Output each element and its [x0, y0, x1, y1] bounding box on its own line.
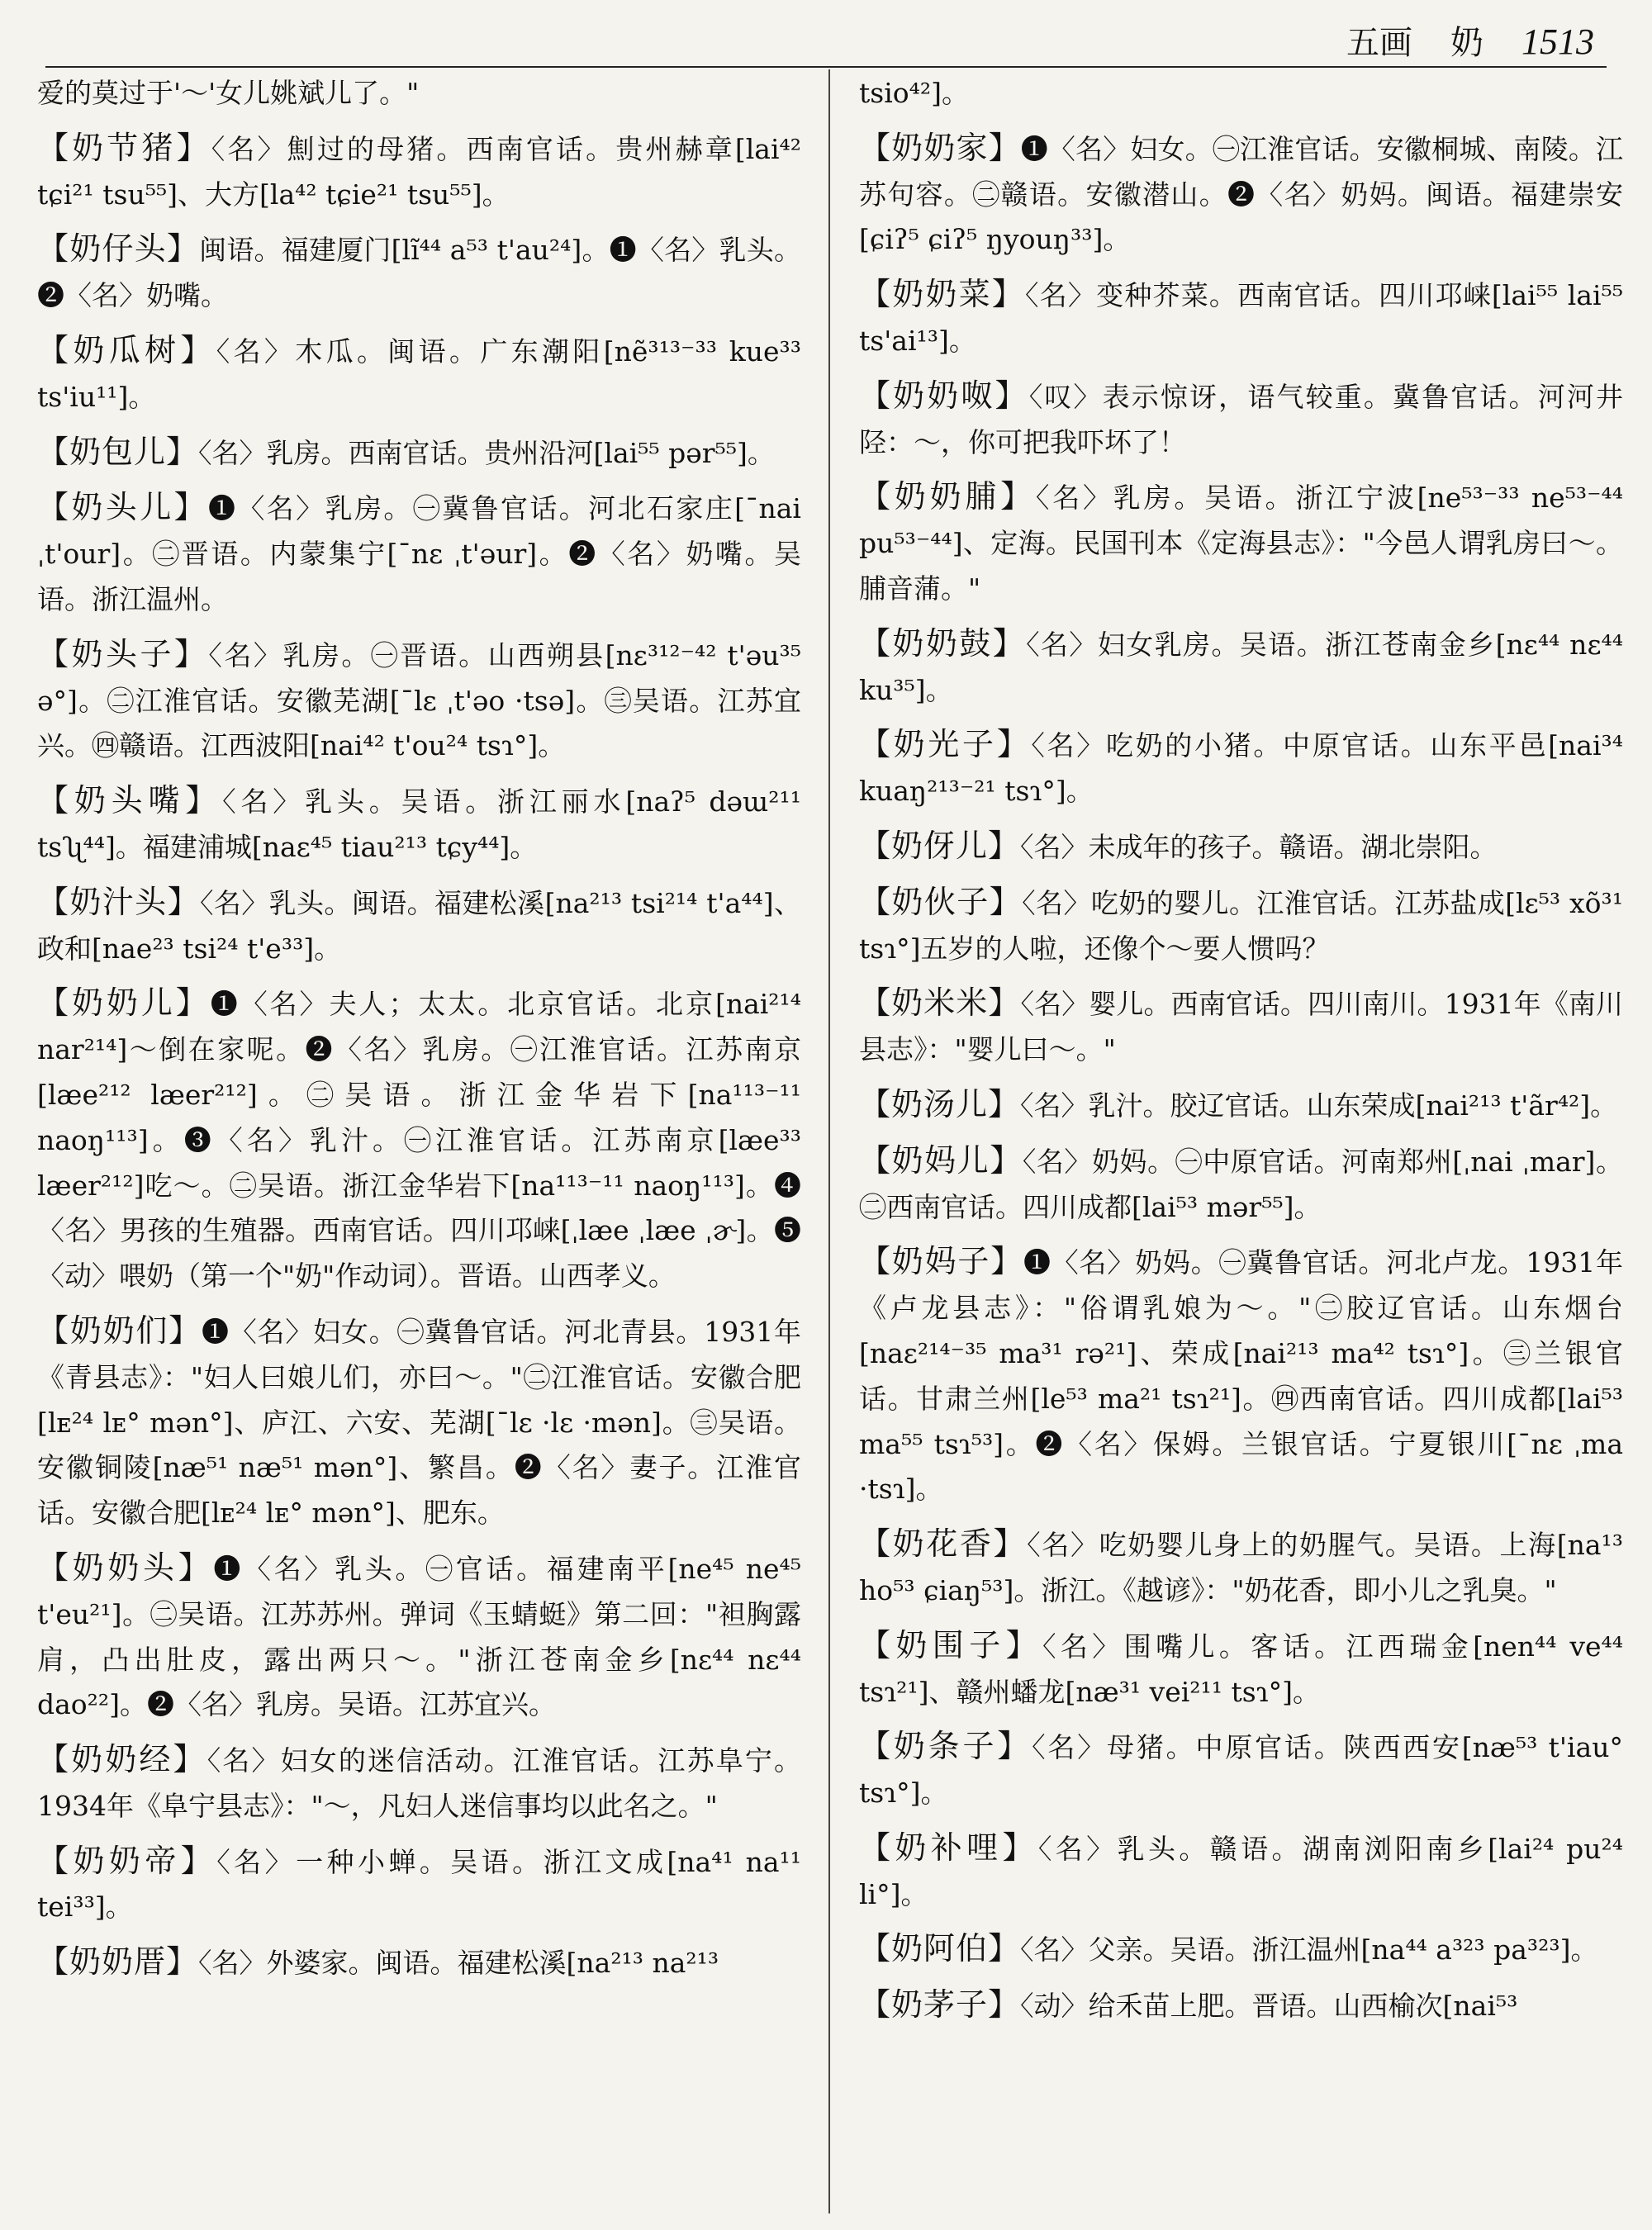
entry-headword: 【奶围子】 [859, 1626, 1042, 1663]
dictionary-entry [859, 1521, 1632, 1614]
dictionary-entry [859, 71, 1623, 116]
entry-headword: 【奶奶菜】 [859, 276, 1026, 313]
entry-definition: 〈名〉乳头。吴语。浙江丽水[naʔ⁵ dəɯ²¹¹ tsʯ⁴⁴]。福建浦城[naɛ⁴⁵ tiau²¹³ tɕy⁴⁴]。 [37, 785, 810, 863]
dictionary-entry [37, 71, 801, 116]
entry-definition: 〈名〉婴儿。西南官话。四川南川。1931年《南川县志》："婴儿曰～。" [859, 988, 1623, 1066]
entry-definition: 〈名〉未成年的孩子。赣语。湖北崇阳。 [1020, 830, 1498, 863]
entry-headword: 【奶阿伯】 [859, 1930, 1021, 1967]
entry-definition: ❶〈名〉妇女。㊀冀鲁官话。河北青县。1931年《青县志》："妇人曰娘儿们，亦曰～。"㊁江淮官话。安徽合肥[lᴇ²⁴ lᴇ° mən°]、庐江、六安、芜湖[ˉlɛ ·lɛ ·mən]。㊂吴语。安徽铜陵[næ⁵¹ næ⁵¹ mən°]、繁昌。❷〈名〉妻子。江淮官话。安徽合肥[lᴇ²⁴ lᴇ° mən°]、肥东。 [37, 1315, 801, 1530]
dictionary-entry [859, 373, 1623, 466]
entry-definition: 〈名〉乳头。闽语。福建松溪[na²¹³ tsi²¹⁴ t'a⁴⁴]、政和[nae²³ tsi²⁴ t'e³³]。 [37, 886, 801, 965]
entry-headword: 【奶茅子】 [859, 1986, 1021, 2024]
dictionary-entry [37, 880, 801, 972]
entry-headword: 【奶奶家】 [859, 129, 1021, 166]
entry-definition: 〈名〉妇女的迷信活动。江淮官话。江苏阜宁。1934年《阜宁县志》："～，凡妇人迷信事均以此名之。" [37, 1744, 801, 1822]
dictionary-entry [37, 485, 810, 622]
dictionary-entry [859, 1623, 1632, 1715]
entry-definition: ❶〈名〉乳房。㊀冀鲁官话。河北石家庄[ˉnai ˌt'our]。㊁晋语。内蒙集宁[ˉnɛ ˌt'əur]。❷〈名〉奶嘴。吴语。浙江温州。 [37, 492, 810, 615]
entry-definition: 〈名〉乳房。西南官话。贵州沿河[lai⁵⁵ pər⁵⁵]。 [198, 436, 775, 469]
entry-definition: 〈名〉父亲。吴语。浙江温州[na⁴⁴ a³²³ pa³²³]。 [1020, 1933, 1598, 1967]
entry-definition: ❶〈名〉乳头。㊀官话。福建南平[ne⁴⁵ ne⁴⁵ t'eu²¹]。㊁吴语。江苏苏州。弹词《玉蜻蜓》第二回："袒胸露肩，凸出肚皮，露出两只～。"浙江苍南金乡[nɛ⁴⁴ nɛ⁴⁴ dao²²]。❷〈名〉乳房。吴语。江苏宜兴。 [37, 1552, 810, 1721]
dictionary-entry [859, 823, 1623, 871]
dictionary-entry [37, 1308, 801, 1536]
entry-headword: 【奶节猪】 [37, 129, 211, 166]
dictionary-entry [859, 474, 1632, 611]
entry-headword: 【奶奶头】 [37, 1549, 214, 1586]
section-label: 五画 [1346, 24, 1412, 62]
dictionary-entry [37, 778, 810, 871]
entry-headword: 【奶仔头】 [37, 230, 200, 268]
entry-definition: 爱的莫过于'～'女儿姚斌儿了。" [37, 77, 420, 109]
dictionary-entry [37, 429, 801, 477]
entry-headword: 【奶妈子】 [859, 1243, 1023, 1280]
dictionary-entry [859, 1926, 1623, 1973]
page-header [1346, 17, 1594, 64]
dictionary-entry [859, 1239, 1632, 1512]
dictionary-entry [859, 272, 1632, 364]
dictionary-entry [37, 632, 810, 769]
entry-definition: 〈名〉木瓜。闽语。广东潮阳[nẽ³¹³⁻³³ kue³³ ts'iu¹¹]。 [37, 334, 810, 413]
entry-definition: ❶〈名〉夫人；太太。北京官话。北京[nai²¹⁴ nar²¹⁴]～倒在家呢。❷〈名〉乳房。㊀江淮官话。江苏南京[læe²¹² læer²¹²]。㊁吴语。浙江金华岩下[na¹¹³⁻¹¹ naoŋ¹¹³]。❸〈名〉乳汁。㊀江淮官话。江苏南京[læe³³ læer²¹²]吃～。㊁吴语。浙江金华岩下[na¹¹³⁻¹¹ naoŋ¹¹³]。❹〈名〉男孩的生殖器。西南官话。四川邛崃[ˌlæe ˌlæe ˌɚ]。❺〈动〉喂奶（第一个"奶"作动词）。晋语。山西孝义。 [37, 988, 810, 1293]
entry-definition: ❶〈名〉妇女。㊀江淮官话。安徽桐城、南陵。江苏句容。㊁赣语。安徽潜山。❷〈名〉奶妈。闽语。福建崇安[ɕiʔ⁵ ɕiʔ⁵ ŋyouŋ³³]。 [859, 132, 1623, 256]
entry-definition: ❶〈名〉奶妈。㊀冀鲁官话。河北卢龙。1931年《卢龙县志》："俗谓乳娘为～。"㊁胶辽官话。山东烟台[naɛ²¹⁴⁻³⁵ ma³¹ rə²¹]、荣成[nai²¹³ ma⁴² tsɿ°]。㊂兰银官话。甘肃兰州[le⁵³ ma²¹ tsɿ²¹]。㊃西南官话。四川成都[lai⁵³ ma⁵⁵ tsɿ⁵³]。❷〈名〉保姆。兰银官话。宁夏银川[ˉnɛ ˌma ·tsɿ]。 [859, 1246, 1632, 1506]
dictionary-entry [859, 722, 1632, 814]
entry-definition: 〈名〉变种芥菜。西南官话。四川邛崃[lai⁵⁵ lai⁵⁵ ts'ai¹³]。 [859, 279, 1632, 357]
entry-definition: 〈名〉奶妈。㊀中原官话。河南郑州[ˌnai ˌmar]。㊁西南官话。四川成都[lai⁵³ mər⁵⁵]。 [859, 1145, 1623, 1223]
entry-definition: tsio⁴²]。 [859, 77, 969, 109]
entry-definition: 〈名〉乳房。㊀晋语。山西朔县[nɛ³¹²⁻⁴² t'əu³⁵ ə°]。㊁江淮官话。安徽芜湖[ˉlɛ ˌt'əo ·tsə]。㊂吴语。江苏宜兴。㊃赣语。江西波阳[nai⁴² t'ou²⁴ tsɿ°]。 [37, 638, 810, 762]
dictionary-entry [37, 1939, 801, 1986]
header-rule [45, 66, 1607, 68]
entry-definition: 〈名〉乳头。赣语。湖南浏阳南乡[lai²⁴ pu²⁴ li°]。 [859, 1832, 1632, 1910]
dictionary-entry [859, 1982, 1623, 2029]
entry-definition: 〈名〉乳汁。胶辽官话。山东荣成[nai²¹³ t'ãr⁴²]。 [1020, 1089, 1618, 1122]
right-column [859, 71, 1632, 2038]
entry-headword: 【奶奶经】 [37, 1741, 207, 1778]
dictionary-entry [859, 621, 1632, 714]
entry-headword: 【奶包儿】 [37, 433, 199, 470]
entry-headword: 【奶补哩】 [859, 1829, 1038, 1866]
entry-headword: 【奶奶帝】 [37, 1842, 217, 1879]
entry-definition: 闽语。福建厦门[lĩ⁴⁴ a⁵³ t'au²⁴]。❶〈名〉乳头。❷〈名〉奶嘴。 [37, 234, 801, 312]
entry-headword: 【奶伢儿】 [859, 827, 1021, 864]
entry-definition: 〈名〉妇女乳房。吴语。浙江苍南金乡[nɛ⁴⁴ nɛ⁴⁴ ku³⁵]。 [859, 628, 1632, 706]
entry-headword: 【奶奶脯】 [859, 478, 1036, 515]
entry-headword: 【奶奶呶】 [859, 377, 1029, 414]
entry-headword: 【奶奶们】 [37, 1312, 202, 1349]
dictionary-entry [859, 1724, 1632, 1816]
entry-headword: 【奶花香】 [859, 1525, 1028, 1563]
entry-definition: 〈叹〉表示惊讶，语气较重。冀鲁官话。河河井陉：～，你可把我吓坏了！ [859, 380, 1623, 458]
left-column [37, 71, 810, 1995]
column-divider [828, 69, 830, 2213]
dictionary-entry [859, 126, 1623, 263]
entry-headword: 【奶光子】 [859, 726, 1032, 763]
dictionary-entry [859, 1082, 1623, 1129]
dictionary-entry [859, 1825, 1632, 1918]
page-number: 1513 [1521, 21, 1594, 62]
entry-headword: 【奶条子】 [859, 1728, 1032, 1765]
entry-definition: 〈名〉围嘴儿。客话。江西瑞金[nen⁴⁴ ve⁴⁴ tsɿ²¹]、赣州蟠龙[næ³¹ vei²¹¹ tsɿ°]。 [859, 1630, 1632, 1708]
dictionary-entry [37, 1839, 810, 1931]
dictionary-entry [37, 1737, 801, 1829]
entry-headword: 【奶瓜树】 [37, 331, 216, 368]
entry-headword: 【奶伙子】 [859, 883, 1023, 920]
entry-headword: 【奶头子】 [37, 635, 209, 672]
entry-definition: 〈名〉母猪。中原官话。陕西西安[næ⁵³ t'iau° tsɿ°]。 [859, 1731, 1632, 1810]
entry-headword: 【奶头嘴】 [37, 782, 223, 819]
dictionary-entry [37, 328, 810, 420]
entry-headword: 【奶妈儿】 [859, 1141, 1023, 1179]
dictionary-entry [859, 880, 1632, 972]
entry-headword: 【奶米米】 [859, 985, 1021, 1022]
entry-definition: 〈动〉给禾苗上肥。晋语。山西榆次[nai⁵³ [1020, 1990, 1518, 2023]
dictionary-entry [37, 980, 810, 1299]
entry-headword: 【奶汁头】 [37, 883, 200, 920]
dictionary-entry [37, 126, 810, 218]
entry-definition: 〈名〉外婆家。闽语。福建松溪[na²¹³ na²¹³ [198, 1947, 719, 1980]
entry-definition: 〈名〉劁过的母猪。西南官话。贵州赫章[lai⁴² tɕi²¹ tsu⁵⁵]、大方[la⁴² tɕie²¹ tsu⁵⁵]。 [37, 132, 810, 211]
entry-headword: 【奶头儿】 [37, 489, 208, 526]
entry-headword: 【奶奶儿】 [37, 985, 211, 1022]
dictionary-entry [859, 1138, 1623, 1231]
entry-definition: 〈名〉吃奶的婴儿。江淮官话。江苏盐成[lɛ⁵³ xõ³¹ tsɿ°]五岁的人啦，还像个～要人惯吗？ [859, 886, 1632, 965]
entry-definition: 〈名〉乳房。吴语。浙江宁波[ne⁵³⁻³³ ne⁵³⁻⁴⁴ pu⁵³⁻⁴⁴]、定海。民国刊本《定海县志》："今邑人谓乳房曰～。脯音蒲。" [859, 482, 1632, 605]
dictionary-entry [37, 1545, 810, 1728]
entry-headword: 【奶奶厝】 [37, 1943, 199, 1981]
entry-headword: 【奶汤儿】 [859, 1085, 1021, 1122]
entry-definition: 〈名〉一种小蝉。吴语。浙江文成[na⁴¹ na¹¹ tei³³]。 [37, 1845, 810, 1924]
dictionary-entry [37, 226, 801, 319]
radical-char: 奶 [1450, 24, 1483, 62]
entry-definition: 〈名〉吃奶婴儿身上的奶腥气。吴语。上海[na¹³ ho⁵³ ɕiaŋ⁵³]。浙江。《越谚》："奶花香，即小儿之乳臭。" [859, 1529, 1632, 1606]
entry-headword: 【奶奶鼓】 [859, 624, 1027, 662]
entry-definition: 〈名〉吃奶的小猪。中原官话。山东平邑[nai³⁴ kuaŋ²¹³⁻²¹ tsɿ°]。 [859, 729, 1632, 808]
dictionary-entry [859, 980, 1623, 1073]
